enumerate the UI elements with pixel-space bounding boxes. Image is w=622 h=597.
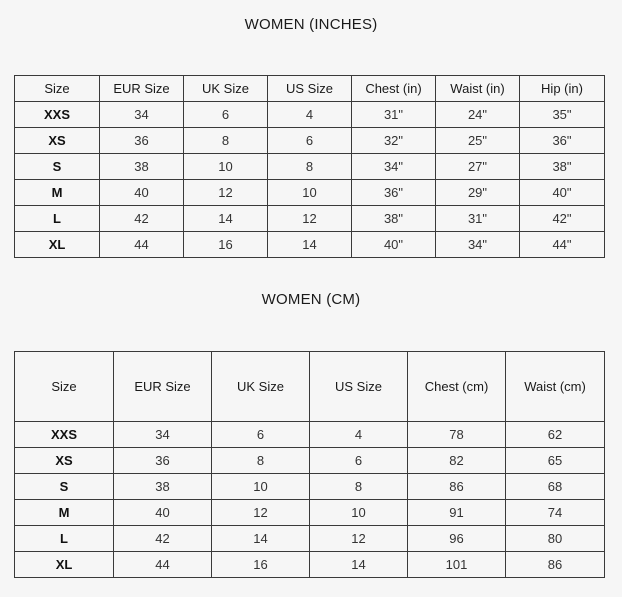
- us-size-cell: 14: [310, 552, 408, 578]
- size-cell: XS: [15, 128, 100, 154]
- hip-cell: 40": [520, 180, 605, 206]
- us-size-cell: 14: [268, 232, 352, 258]
- uk-size-cell: 6: [212, 422, 310, 448]
- uk-size-cell: 10: [184, 154, 268, 180]
- cm-table-title: WOMEN (CM): [261, 291, 361, 308]
- chest-cell: 78: [408, 422, 506, 448]
- eur-size-cell: 40: [100, 180, 184, 206]
- waist-cell: 34": [436, 232, 520, 258]
- chest-cell: 31": [352, 102, 436, 128]
- size-cell: XXS: [15, 422, 114, 448]
- us-size-cell: 10: [310, 500, 408, 526]
- hip-cell: 44": [520, 232, 605, 258]
- uk-size-cell: 14: [212, 526, 310, 552]
- eur-size-cell: 42: [114, 526, 212, 552]
- size-cell: S: [15, 154, 100, 180]
- us-size-cell: 10: [268, 180, 352, 206]
- table-row: [15, 526, 605, 552]
- eur-size-cell: 34: [114, 422, 212, 448]
- size-cell: XL: [15, 552, 114, 578]
- waist-cell: 86: [506, 552, 605, 578]
- size-cell: S: [15, 474, 114, 500]
- waist-cell: 27": [436, 154, 520, 180]
- eur-size-cell: 44: [114, 552, 212, 578]
- chest-cell: 86: [408, 474, 506, 500]
- chest-cell: 96: [408, 526, 506, 552]
- eur-size-cell: 38: [114, 474, 212, 500]
- column-header-eur-size: EUR Size: [100, 76, 184, 102]
- table-row: [15, 128, 605, 154]
- chest-cell: 38": [352, 206, 436, 232]
- waist-cell: 29": [436, 180, 520, 206]
- table-row: [15, 448, 605, 474]
- size-cell: M: [15, 180, 100, 206]
- uk-size-cell: 8: [184, 128, 268, 154]
- column-header-uk-size: UK Size: [184, 76, 268, 102]
- hip-cell: 42": [520, 206, 605, 232]
- column-header-uk-size: UK Size: [212, 352, 310, 422]
- eur-size-cell: 38: [100, 154, 184, 180]
- hip-cell: 38": [520, 154, 605, 180]
- hip-cell: 35": [520, 102, 605, 128]
- table-row: [15, 422, 605, 448]
- size-cell: XL: [15, 232, 100, 258]
- size-cell: XXS: [15, 102, 100, 128]
- eur-size-cell: 40: [114, 500, 212, 526]
- column-header-chest: Chest (cm): [408, 352, 506, 422]
- chest-cell: 32": [352, 128, 436, 154]
- chest-cell: 82: [408, 448, 506, 474]
- eur-size-cell: 34: [100, 102, 184, 128]
- chest-cell: 34": [352, 154, 436, 180]
- chest-cell: 40": [352, 232, 436, 258]
- inches-table-title: WOMEN (INCHES): [244, 16, 378, 33]
- table-row: [15, 500, 605, 526]
- us-size-cell: 6: [268, 128, 352, 154]
- us-size-cell: 8: [268, 154, 352, 180]
- table-row: [15, 474, 605, 500]
- waist-cell: 68: [506, 474, 605, 500]
- chest-cell: 91: [408, 500, 506, 526]
- table-row: [15, 206, 605, 232]
- waist-cell: 31": [436, 206, 520, 232]
- column-header-waist: Waist (in): [436, 76, 520, 102]
- chest-cell: 101: [408, 552, 506, 578]
- uk-size-cell: 6: [184, 102, 268, 128]
- uk-size-cell: 16: [212, 552, 310, 578]
- uk-size-cell: 12: [212, 500, 310, 526]
- column-header-hip: Hip (in): [520, 76, 605, 102]
- us-size-cell: 4: [310, 422, 408, 448]
- us-size-cell: 12: [268, 206, 352, 232]
- size-cell: L: [15, 206, 100, 232]
- eur-size-cell: 42: [100, 206, 184, 232]
- waist-cell: 65: [506, 448, 605, 474]
- us-size-cell: 12: [310, 526, 408, 552]
- waist-cell: 62: [506, 422, 605, 448]
- size-chart-cm-table: [14, 351, 605, 578]
- column-header-eur-size: EUR Size: [114, 352, 212, 422]
- waist-cell: 80: [506, 526, 605, 552]
- size-cell: M: [15, 500, 114, 526]
- uk-size-cell: 10: [212, 474, 310, 500]
- column-header-size: Size: [15, 76, 100, 102]
- table-row: [15, 180, 605, 206]
- eur-size-cell: 36: [114, 448, 212, 474]
- eur-size-cell: 36: [100, 128, 184, 154]
- hip-cell: 36": [520, 128, 605, 154]
- size-cell: L: [15, 526, 114, 552]
- us-size-cell: 6: [310, 448, 408, 474]
- column-header-waist: Waist (cm): [506, 352, 605, 422]
- us-size-cell: 8: [310, 474, 408, 500]
- uk-size-cell: 14: [184, 206, 268, 232]
- waist-cell: 25": [436, 128, 520, 154]
- eur-size-cell: 44: [100, 232, 184, 258]
- table-row: [15, 232, 605, 258]
- column-header-us-size: US Size: [310, 352, 408, 422]
- size-chart-inches-table: [14, 75, 605, 258]
- table-row: [15, 552, 605, 578]
- uk-size-cell: 16: [184, 232, 268, 258]
- table-row: [15, 154, 605, 180]
- column-header-us-size: US Size: [268, 76, 352, 102]
- chest-cell: 36": [352, 180, 436, 206]
- column-header-size: Size: [15, 352, 114, 422]
- table-row: [15, 102, 605, 128]
- size-cell: XS: [15, 448, 114, 474]
- waist-cell: 74: [506, 500, 605, 526]
- uk-size-cell: 12: [184, 180, 268, 206]
- uk-size-cell: 8: [212, 448, 310, 474]
- us-size-cell: 4: [268, 102, 352, 128]
- header-row: [15, 76, 605, 102]
- waist-cell: 24": [436, 102, 520, 128]
- header-row: [15, 352, 605, 422]
- column-header-chest: Chest (in): [352, 76, 436, 102]
